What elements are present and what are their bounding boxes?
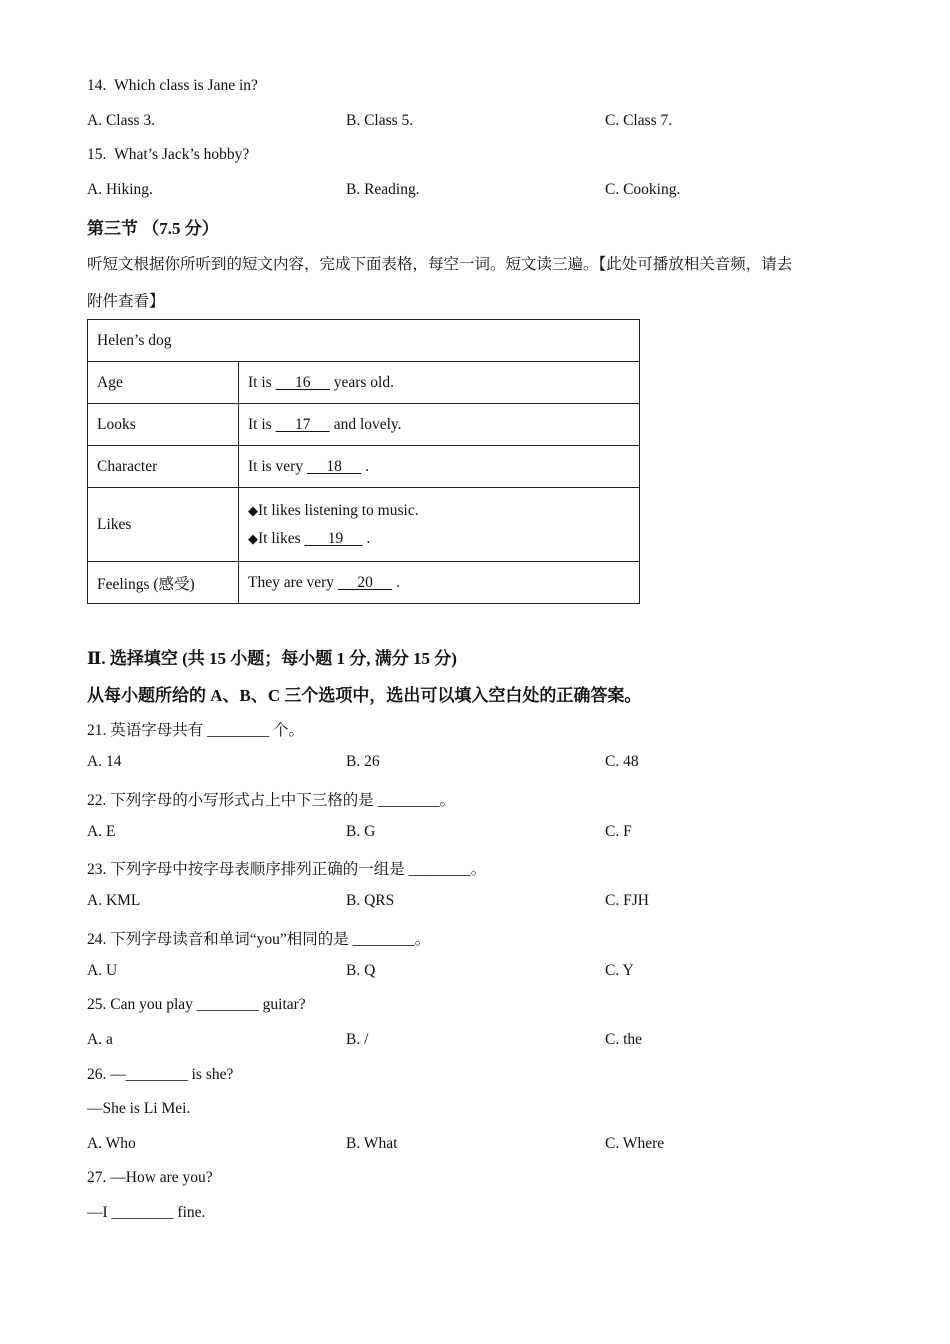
question-15-option-b[interactable]: B. Reading. (346, 181, 420, 198)
question-27-response: —I ________ fine. (87, 1204, 206, 1221)
question-15-option-c[interactable]: C. Cooking. (605, 181, 681, 198)
row-label: Looks (88, 404, 239, 446)
question-22-option-a[interactable]: A. E (87, 823, 116, 840)
blank-17[interactable]: 17 (275, 415, 330, 433)
blank-16[interactable]: 16 (275, 373, 330, 391)
question-23-stem: 23. 下列字母中按字母表顺序排列正确的一组是 ________。 (87, 861, 487, 878)
question-25-stem: 25. Can you play ________ guitar? (87, 996, 306, 1013)
likes-line-1: ◆It likes listening to music. (248, 501, 419, 519)
question-23-option-b[interactable]: B. QRS (346, 892, 395, 909)
question-21-option-b[interactable]: B. 26 (346, 753, 380, 770)
question-22-option-b[interactable]: B. G (346, 823, 376, 840)
row-content: It is very 18 . (239, 446, 640, 488)
question-15-option-a[interactable]: A. Hiking. (87, 181, 153, 198)
question-15-stem: 15. What’s Jack’s hobby? (87, 146, 250, 163)
part-2-instruction: 从每小题所给的 A、B、C 三个选项中，选出可以填入空白处的正确答案。 (87, 686, 642, 705)
question-21-stem: 21. 英语字母共有 ________ 个。 (87, 722, 305, 739)
blank-18[interactable]: 18 (306, 457, 362, 475)
question-22-stem: 22. 下列字母的小写形式占上中下三格的是 ________。 (87, 792, 456, 809)
table-row (88, 488, 640, 562)
question-24-stem: 24. 下列字母读音和单词“you”相同的是 ________。 (87, 931, 431, 948)
question-14-option-b[interactable]: B. Class 5. (346, 112, 414, 129)
question-26-option-c[interactable]: C. Where (605, 1135, 665, 1152)
table-row (88, 562, 640, 604)
section-3-instruction-line1: 听短文根据你所听到的短文内容，完成下面表格，每空一词。短文读三遍。【此处可播放相关音频，请去 (87, 256, 793, 273)
row-content: It is 17 and lovely. (239, 404, 640, 446)
question-26-option-a[interactable]: A. Who (87, 1135, 136, 1152)
section-3-title: 第三节 （7.5 分） (87, 219, 219, 238)
table-title-row (88, 320, 640, 362)
question-25-option-b[interactable]: B. / (346, 1031, 369, 1048)
question-24-option-a[interactable]: A. U (87, 962, 118, 979)
question-14-option-a[interactable]: A. Class 3. (87, 112, 156, 129)
table-row (88, 446, 640, 488)
question-24-option-c[interactable]: C. Y (605, 962, 634, 979)
diamond-bullet-icon: ◆ (248, 503, 258, 519)
table-row (88, 362, 640, 404)
question-23-option-c[interactable]: C. FJH (605, 892, 649, 909)
question-24-option-b[interactable]: B. Q (346, 962, 376, 979)
question-25-option-c[interactable]: C. the (605, 1031, 643, 1048)
question-21-option-a[interactable]: A. 14 (87, 753, 122, 770)
question-26-stem: 26. —________ is she? (87, 1066, 234, 1083)
question-22-option-c[interactable]: C. F (605, 823, 632, 840)
likes-line-2: ◆It likes 19 . (248, 529, 371, 547)
question-14-stem: 14. Which class is Jane in? (87, 77, 258, 94)
question-14-option-c[interactable]: C. Class 7. (605, 112, 673, 129)
section-3-instruction-line2: 附件查看】 (87, 293, 165, 310)
row-label: Character (88, 446, 239, 488)
helens-dog-table (87, 319, 640, 604)
row-label: Feelings (感受) (88, 562, 239, 604)
blank-20[interactable]: 20 (337, 573, 393, 591)
row-label: Likes (88, 488, 239, 562)
question-21-option-c[interactable]: C. 48 (605, 753, 639, 770)
table-title: Helen’s dog (88, 320, 640, 362)
question-26-option-b[interactable]: B. What (346, 1135, 398, 1152)
blank-19[interactable]: 19 (304, 529, 363, 547)
row-label: Age (88, 362, 239, 404)
part-2-title: Ⅱ. 选择填空 (共 15 小题；每小题 1 分, 满分 15 分) (87, 649, 457, 668)
row-content: They are very 20 . (239, 562, 640, 604)
row-content: It is 16 years old. (239, 362, 640, 404)
question-25-option-a[interactable]: A. a (87, 1031, 113, 1048)
table-row (88, 404, 640, 446)
row-content (239, 488, 640, 562)
question-26-response: —She is Li Mei. (87, 1100, 191, 1117)
question-23-option-a[interactable]: A. KML (87, 892, 141, 909)
question-27-stem: 27. —How are you? (87, 1169, 213, 1186)
diamond-bullet-icon: ◆ (248, 531, 258, 547)
